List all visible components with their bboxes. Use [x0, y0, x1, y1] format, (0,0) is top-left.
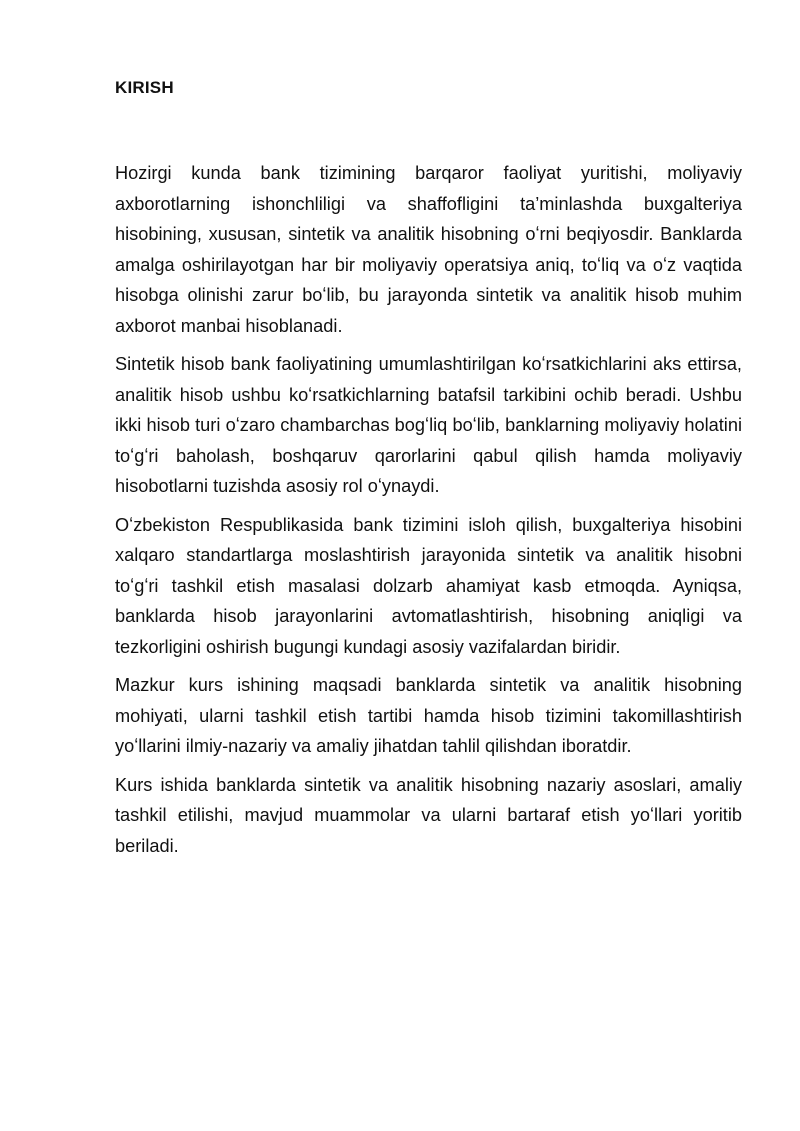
paragraph: Sintetik hisob bank faoliyatining umumlashtirilgan koʻrsatkichlarini aks ettirsa, analitik hisob ushbu koʻrsatkichlarning batafsil tarkibini ochib beradi. Ushbu ikki hisob turi oʻzaro chambarchas bogʻliq boʻlib, banklarning moliyaviy holatini toʻgʻri baholash, boshqaruv qarorlarini qabul qilish hamda moliyaviy hisobotlarni tuzishda asosiy rol oʻynaydi. [115, 354, 742, 496]
body-text [115, 158, 742, 869]
paragraph: Hozirgi kunda bank tizimining barqaror faoliyat yuritishi, moliyaviy axborotlarning ishonchliligi va shaffofligini ta’minlashda buxgalteriya hisobining, xususan, sintetik va analitik hisobning oʻrni beqiyosdir. Banklarda amalga oshirilayotgan har bir moliyaviy operatsiya aniq, toʻliq va oʻz vaqtida hisobga olinishi zarur boʻlib, bu jarayonda sintetik va analitik hisob muhim axborot manbai hisoblanadi. [115, 163, 742, 336]
paragraph: Mazkur kurs ishining maqsadi banklarda sintetik va analitik hisobning mohiyati, ularni tashkil etish tartibi hamda hisob tizimini takomillashtirish yoʻllarini ilmiy-nazariy va amaliy jihatdan tahlil qilishdan iboratdir. [115, 675, 742, 756]
section-heading: KIRISH [115, 78, 174, 97]
paragraph: Kurs ishida banklarda sintetik va analitik hisobning nazariy asoslari, amaliy tashkil etilishi, mavjud muammolar va ularni bartaraf etish yoʻllari yoritib beriladi. [115, 774, 742, 856]
paragraph: Oʻzbekiston Respublikasida bank tizimini isloh qilish, buxgalteriya hisobini xalqaro standartlarga moslashtirish jarayonida sintetik va analitik hisobni toʻgʻri tashkil etish masalasi dolzarb ahamiyat kasb etmoqda. Ayniqsa, banklarda hisob jarayonlarini avtomatlashtirish, hisobning aniqligi va tezkorligini oshirish bugungi kundagi asosiy vazifalardan biridir. [115, 514, 742, 657]
